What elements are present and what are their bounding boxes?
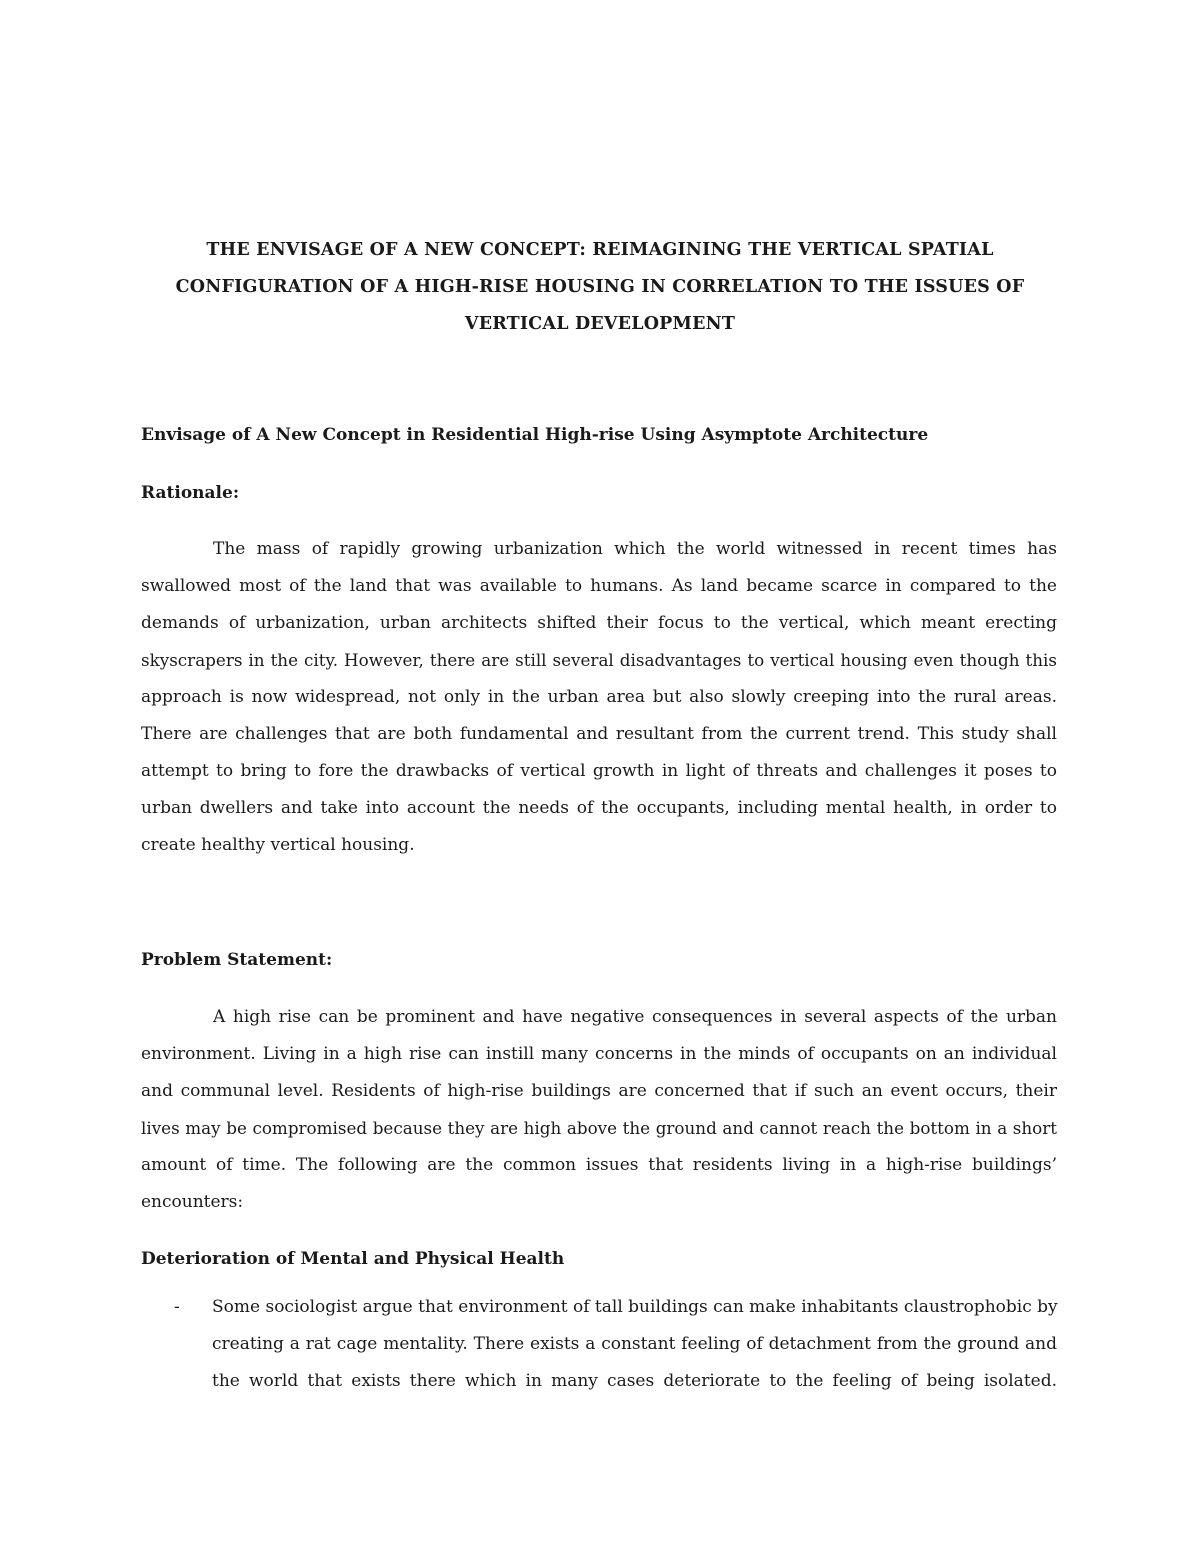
title-line-1: THE ENVISAGE OF A NEW CONCEPT: REIMAGINING THE VERTICAL SPATIAL bbox=[206, 240, 994, 260]
title-line-2: CONFIGURATION OF A HIGH-RISE HOUSING IN CORRELATION TO THE ISSUES OF bbox=[175, 277, 1025, 297]
section-subtitle: Envisage of A New Concept in Residential High-rise Using Asymptote Architecture bbox=[141, 425, 929, 445]
health-heading: Deterioration of Mental and Physical Health bbox=[141, 1249, 565, 1269]
paragraph-line: encounters: bbox=[141, 1192, 244, 1212]
paragraph-line: There are challenges that are both fundamental and resultant from the current trend. This study shall bbox=[141, 724, 1057, 744]
bullet-text bbox=[212, 1289, 1057, 1400]
paragraph-line: creating a rat cage mentality. There exists a constant feeling of detachment from the ground and bbox=[212, 1334, 1057, 1354]
paragraph-line: and communal level. Residents of high-rise buildings are concerned that if such an event occurs, their bbox=[141, 1081, 1057, 1101]
paragraph-line: create healthy vertical housing. bbox=[141, 835, 415, 855]
paragraph-line: amount of time. The following are the common issues that residents living in a high-rise buildings’ bbox=[141, 1155, 1057, 1175]
rationale-paragraph bbox=[141, 531, 1057, 864]
problem-statement-paragraph bbox=[141, 999, 1057, 1221]
paragraph-line: urban dwellers and take into account the needs of the occupants, including mental health, in order to bbox=[141, 798, 1057, 818]
paragraph-line: attempt to bring to fore the drawbacks of vertical growth in light of threats and challenges it poses to bbox=[141, 761, 1057, 781]
paragraph-line: demands of urbanization, urban architects shifted their focus to the vertical, which meant erecting bbox=[141, 613, 1057, 633]
problem-statement-heading: Problem Statement: bbox=[141, 950, 333, 970]
paragraph-line: The mass of rapidly growing urbanization which the world witnessed in recent times has bbox=[213, 539, 1057, 559]
paragraph-line: the world that exists there which in many cases deteriorate to the feeling of being isolated. bbox=[212, 1371, 1057, 1391]
paragraph-line: A high rise can be prominent and have negative consequences in several aspects of the urban bbox=[213, 1007, 1057, 1027]
rationale-heading: Rationale: bbox=[141, 483, 240, 503]
title-line-3: VERTICAL DEVELOPMENT bbox=[464, 314, 736, 334]
document-title bbox=[140, 232, 1060, 343]
paragraph-line: environment. Living in a high rise can instill many concerns in the minds of occupants on an individual bbox=[141, 1044, 1057, 1064]
paragraph-line: approach is now widespread, not only in the urban area but also slowly creeping into the rural areas. bbox=[141, 687, 1057, 707]
paragraph-line: skyscrapers in the city. However, there are still several disadvantages to vertical housing even though this bbox=[141, 650, 1057, 670]
health-bullet-item bbox=[141, 1289, 1057, 1400]
paragraph-line: Some sociologist argue that environment of tall buildings can make inhabitants claustrophobic by bbox=[212, 1297, 1058, 1317]
bullet-marker: - bbox=[174, 1297, 180, 1317]
paragraph-line: lives may be compromised because they are high above the ground and cannot reach the bottom in a short bbox=[141, 1118, 1057, 1138]
paragraph-line: swallowed most of the land that was available to humans. As land became scarce in compared to the bbox=[141, 576, 1057, 596]
